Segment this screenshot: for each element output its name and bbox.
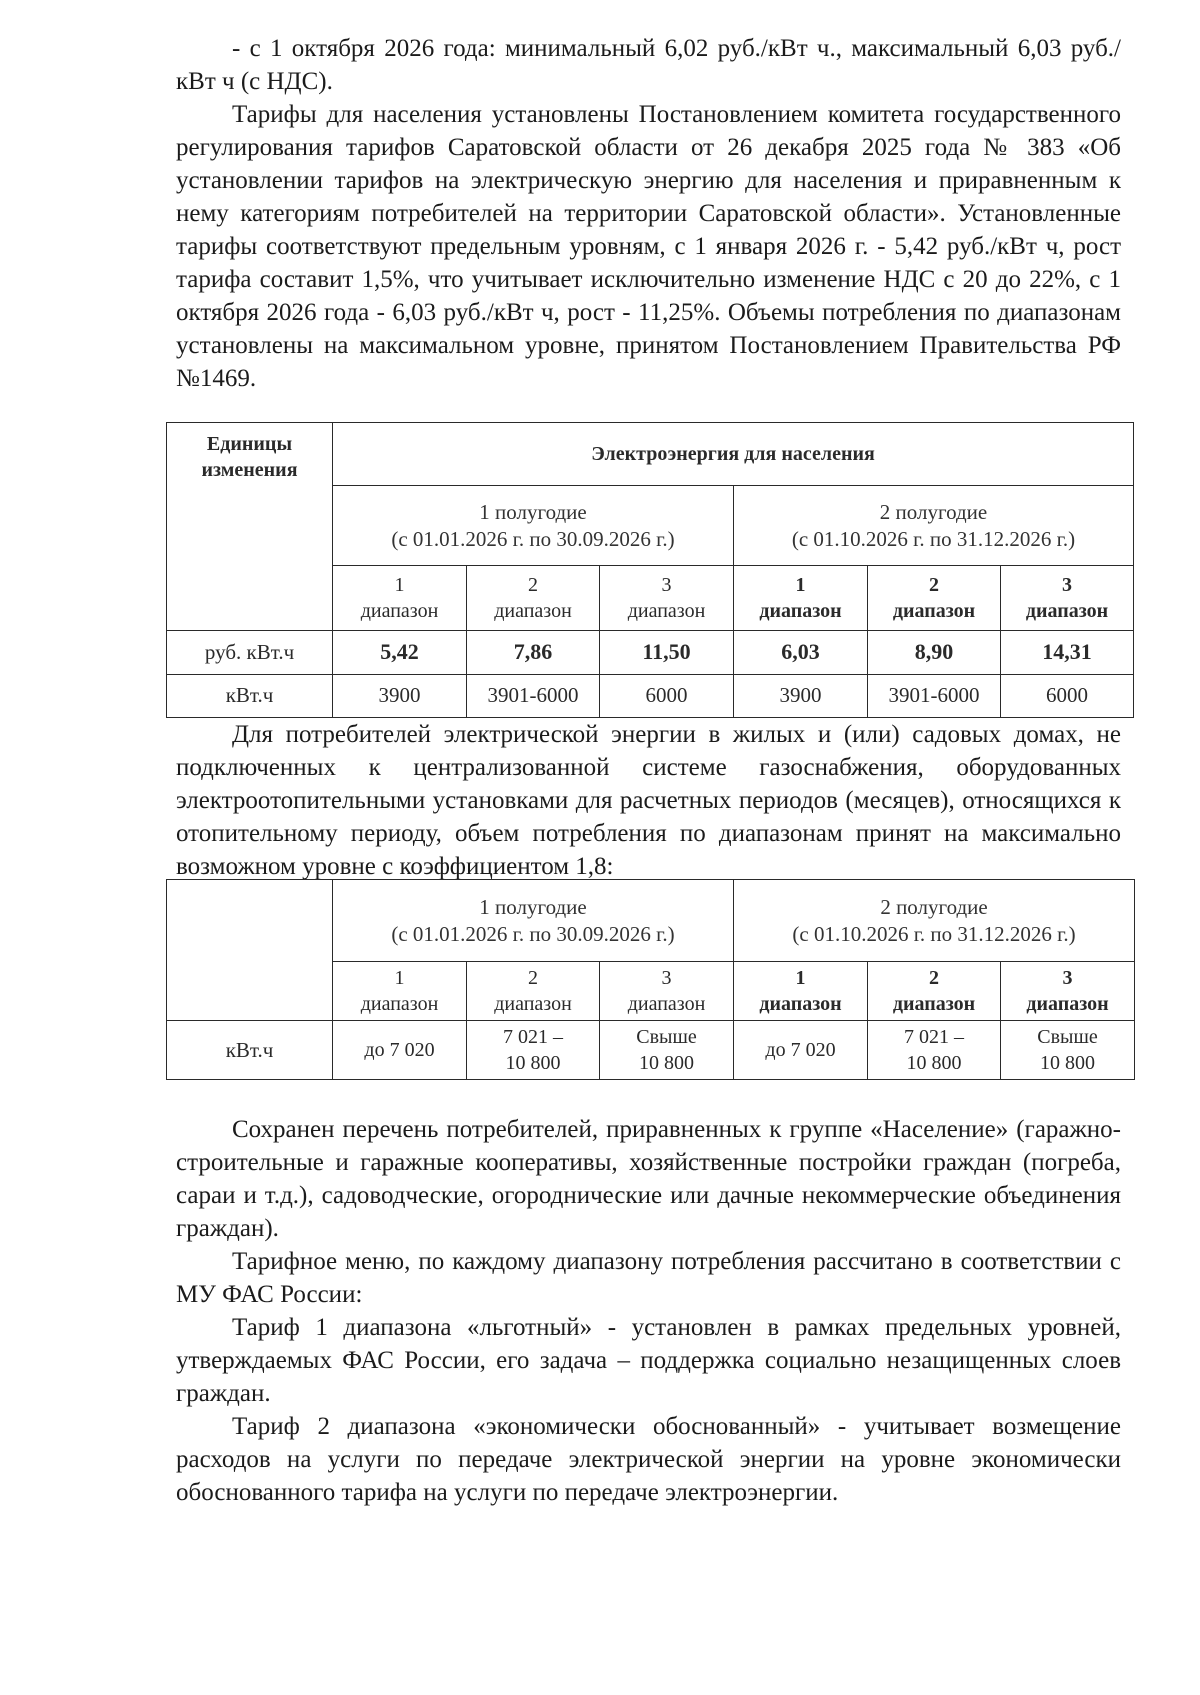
paragraph-range2-tariff: Тариф 2 диапазона «экономически обоснованный» - учитывает возмещение расходов на услуги по передаче электрической энергии на уровне экономически обоснованного тарифа на услуги по передаче электроэнергии. [176, 1413, 1121, 1506]
table-row-volume [167, 1021, 1135, 1080]
range-header: 3 диапазон [1001, 962, 1135, 1021]
table-row-volume [167, 674, 1134, 717]
price-cell: 8,90 [868, 630, 1001, 674]
half1-header [333, 880, 734, 962]
price-cell: 14,31 [1001, 630, 1134, 674]
range-header: 3 диапазон [600, 566, 734, 630]
half2-title: 2 полугодие [879, 499, 988, 524]
half1-title: 1 полугодие [479, 499, 587, 524]
electricity-header: Электроэнергия для населения [333, 423, 1134, 486]
volume-cell: 7 021 – 10 800 [868, 1021, 1001, 1080]
volume-cell: до 7 020 [333, 1021, 467, 1080]
range-header: 3 диапазон [600, 962, 734, 1021]
range-header: 2 диапазон [467, 962, 600, 1021]
row-label-volume: кВт.ч [167, 1021, 333, 1080]
range-header: 1 диапазон [734, 962, 868, 1021]
half2-header [734, 486, 1134, 566]
row-label-price: руб. кВт.ч [167, 630, 333, 674]
range-header: 1 диапазон [734, 566, 868, 630]
volume-cell: 3901-6000 [868, 674, 1001, 717]
paragraph-range1-tariff: Тариф 1 диапазона «льготный» - установлен в рамках предельных уровней, утверждаемых ФАС России, его задача – поддержка социально незащищенных слоев граждан. [176, 1314, 1121, 1407]
half2-period: (с 01.10.2026 г. по 31.12.2026 г.) [791, 526, 1076, 551]
volume-cell: 7 021 – 10 800 [467, 1021, 600, 1080]
price-cell: 11,50 [600, 630, 734, 674]
range-header: 3 диапазон [1001, 566, 1134, 630]
paragraph-population-tariffs: Тарифы для населения установлены Постановлением комитета государственного регулирования тарифов Саратовской области от 26 декабря 2025 года № 383 «Об установлении тарифов на электрическую энергию для населения и приравненным к нему категориям потребителей на территории Саратовской области». Установленные тарифы соответствуют предельным уровням, с 1 января 2026 г. - 5,42 руб./кВт ч, рост тарифа составит 1,5%, что учитывает исключительно изменение НДС с 20 до 22%, с 1 октября 2026 года - 6,03 руб./кВт ч, рост - 11,25%. Объемы потребления по диапазонам установлены на максимальном уровне, принятом Постановлением Правительства РФ №1469. [176, 101, 1121, 392]
half2-period: (с 01.10.2026 г. по 31.12.2026 г.) [792, 921, 1076, 946]
range-header: 2 диапазон [467, 566, 600, 630]
price-cell: 6,03 [734, 630, 868, 674]
paragraph-heating-coefficient: Для потребителей электрической энергии в жилых и (или) садовых домах, не подключенных к централизованной системе газоснабжения, оборудованных электроотопительными установками для расчетных периодов (месяцев), относящихся к отопительному периоду, объем потребления по диапазонам принят на максимально возможном уровне с коэффициентом 1,8: [176, 721, 1121, 880]
half1-title: 1 полугодие [479, 894, 587, 919]
half2-header [734, 880, 1135, 962]
volume-cell: 3900 [734, 674, 868, 717]
range-header: 2 диапазон [868, 566, 1001, 630]
paragraph-tariff-menu: Тарифное меню, по каждому диапазону потребления рассчитано в соответствии с МУ ФАС России: [176, 1248, 1121, 1308]
half1-period: (с 01.01.2026 г. по 30.09.2026 г.) [391, 526, 675, 551]
paragraph-tariff-oct-2026: - с 1 октября 2026 года: минимальный 6,02 руб./кВт ч., максимальный 6,03 руб./кВт ч (с НДС). [176, 35, 1121, 95]
table-row-price [167, 630, 1134, 674]
volume-cell: 6000 [600, 674, 734, 717]
volume-cell: Свыше 10 800 [600, 1021, 734, 1080]
row-label-volume: кВт.ч [167, 674, 333, 717]
range-header: 1 диапазон [333, 566, 467, 630]
half2-title: 2 полугодие [880, 894, 988, 919]
tariff-table-heating [166, 879, 1135, 1080]
volume-cell: 6000 [1001, 674, 1134, 717]
units-header-line1: Единицы [206, 433, 293, 455]
empty-header-cell [167, 880, 333, 1021]
price-cell: 7,86 [467, 630, 600, 674]
volume-cell: Свыше 10 800 [1001, 1021, 1135, 1080]
half1-period: (с 01.01.2026 г. по 30.09.2026 г.) [391, 921, 675, 946]
range-header: 1 диапазон [333, 962, 467, 1021]
volume-cell: 3900 [333, 674, 467, 717]
range-header: 2 диапазон [868, 962, 1001, 1021]
tariff-table-population [166, 422, 1134, 718]
price-cell: 5,42 [333, 630, 467, 674]
paragraph-consumer-list: Сохранен перечень потребителей, приравненных к группе «Население» (гаражно-строительные и гаражные кооперативы, хозяйственные постройки граждан (погреба, сараи и т.д.), садоводческие, огороднические или дачные некоммерческие объединения граждан). [176, 1116, 1121, 1242]
units-header-line2: изменения [201, 459, 298, 481]
volume-cell: до 7 020 [734, 1021, 868, 1080]
half1-header [333, 486, 734, 566]
units-header-cell [167, 423, 333, 631]
volume-cell: 3901-6000 [467, 674, 600, 717]
